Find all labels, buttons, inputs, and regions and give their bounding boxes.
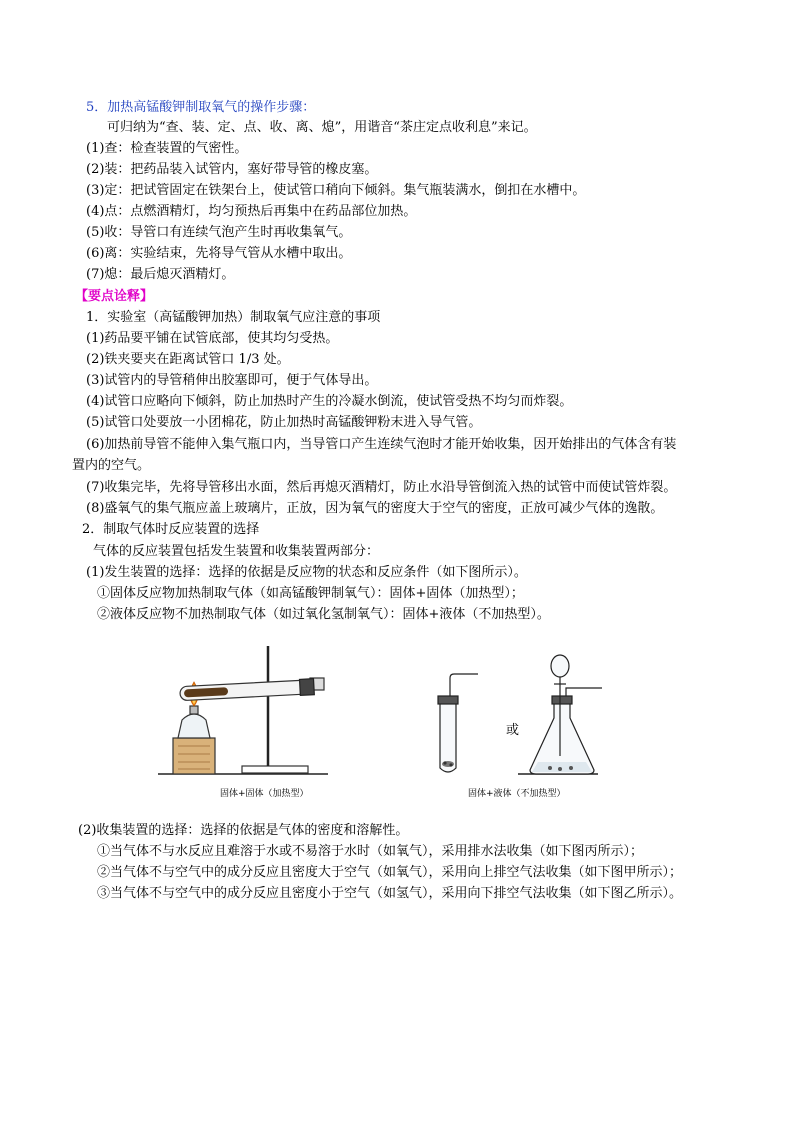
step-item: (1)查：检查装置的气密性。 [86,141,248,156]
item2-sub1-b: ②液体反应物不加热制取气体（如过氧化氢制氧气）：固体+液体（不加热型）。 [97,607,550,622]
point-item: (1)药品要平铺在试管底部，使其均匀受热。 [86,331,339,346]
point-item: 置内的空气。 [72,458,151,473]
or-label: 或 [506,723,520,738]
heating-apparatus [158,646,328,774]
section5-title: 5．加热高锰酸钾制取氧气的操作步骤： [86,100,316,115]
test-tube-apparatus [438,674,478,772]
step-item: (5)收：导管口有连续气泡产生时再收集氧气。 [86,225,352,240]
item2-sub1-a: ①固体反应物加热制取气体（如高锰酸钾制氧气）：固体+固体（加热型）； [97,586,524,601]
point-item: (7)收集完毕，先将导管移出水面，然后再熄灭酒精灯，防止水沿导管倒流入热的试管中而使试管炸裂。 [86,480,677,495]
step-item: (2)装：把药品装入试管内，塞好带导管的橡皮塞。 [86,162,378,177]
step-item: (6)离：实验结束，先将导气管从水槽中取出。 [86,246,352,261]
collection-item: ③当气体不与空气中的成分反应且密度小于空气（如氢气），采用向下排空气法收集（如下图乙所示）。 [97,886,683,901]
point-item: (2)铁夹要夹在距离试管口 1/3 处。 [86,352,290,367]
point-item: (3)试管内的导管稍伸出胶塞即可，便于气体导出。 [86,373,378,388]
key-points-heading: 【要点诠释】 [75,289,154,304]
item2-sub1: (1)发生装置的选择：选择的依据是反应物的状态和反应条件（如下图所示）。 [86,565,527,580]
point-item: (6)加热前导管不能伸入集气瓶口内，当导管口产生连续气泡时才能开始收集，因开始排出的气体含有装 [86,437,677,452]
collection-title: (2)收集装置的选择：选择的依据是气体的密度和溶解性。 [78,823,409,838]
apparatus-figure [150,638,610,808]
flask-apparatus [518,655,602,774]
point-item: (4)试管口应略向下倾斜，防止加热时产生的冷凝水倒流，使试管受热不均匀而炸裂。 [86,394,573,409]
caption-non-heating: 固体+液体（不加热型） [468,789,566,799]
item2-title: 2．制取气体时反应装置的选择 [82,522,260,537]
point-item: (5)试管口处要放一小团棉花，防止加热时高锰酸钾粉末进入导气管。 [86,415,482,430]
step-item: (7)熄：最后熄灭酒精灯。 [86,267,235,282]
item1-title: 1．实验室（高锰酸钾加热）制取氧气应注意的事项 [86,310,381,325]
step-item: (3)定：把试管固定在铁架台上，使试管口稍向下倾斜。集气瓶装满水，倒扣在水槽中。 [86,183,586,198]
point-item: (8)盛氧气的集气瓶应盖上玻璃片，正放，因为氧气的密度大于空气的密度，正放可减少气体的逸散。 [86,501,664,516]
step-item: (4)点：点燃酒精灯，均匀预热后再集中在药品部位加热。 [86,204,417,219]
apparatus-drawing [150,638,610,808]
section5-summary: 可归纳为“查、装、定、点、收、离、熄”，用谐音“茶庄定点收利息”来记。 [107,120,537,135]
item2-intro: 气体的反应装置包括发生装置和收集装置两部分： [93,544,380,559]
caption-heating: 固体+固体（加热型） [220,789,309,799]
collection-item: ①当气体不与水反应且难溶于水或不易溶于水时（如氧气），采用排水法收集（如下图丙所示）； [97,844,644,859]
collection-item: ②当气体不与空气中的成分反应且密度大于空气（如氧气），采用向上排空气法收集（如下图甲所示）； [97,865,683,880]
